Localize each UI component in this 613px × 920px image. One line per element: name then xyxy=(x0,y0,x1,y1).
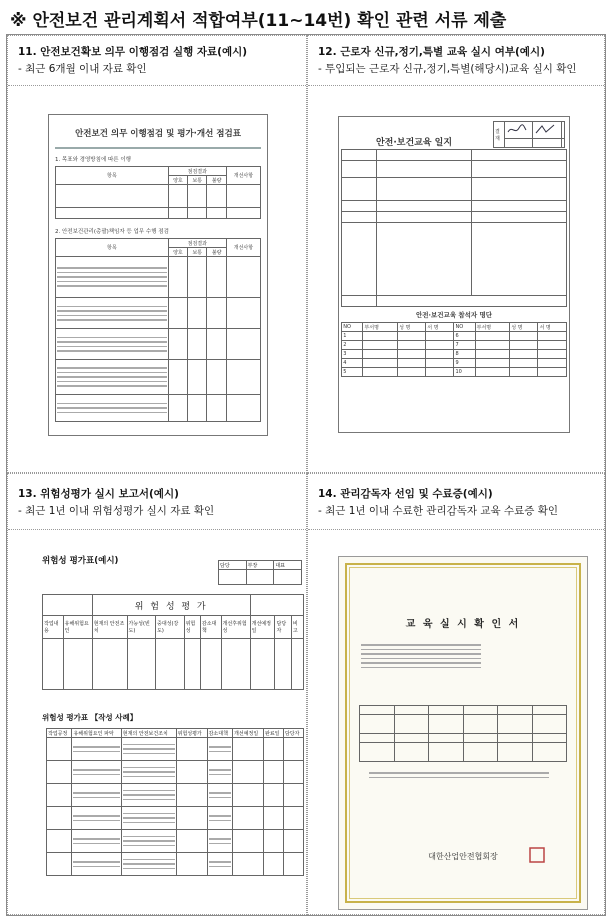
page-title: ※ 안전보건 관리계획서 적합여부(11~14번) 확인 관련 서류 제출 xyxy=(10,11,507,31)
item-12-header xyxy=(308,36,604,86)
item-12-cell xyxy=(307,35,605,473)
item-14-heading: 14. 관리감독자 선임 및 수료증(예시) xyxy=(318,488,493,500)
risk-example-title: 위험성 평가표 【작성 사례】 xyxy=(42,713,138,722)
certificate-issuer: 대한산업안전협회장 xyxy=(428,852,498,861)
item-13-heading: 13. 위험성평가 실시 보고서(예시) xyxy=(18,488,179,500)
risk-example-table: 작업공정 유해위험요인 파악 현재의 안전보건조치 위험성평가 감소대책 개선예정일 완료일 담당자 xyxy=(46,728,304,876)
certificate-title: 교 육 실 시 확 인 서 xyxy=(405,619,521,630)
item-11-cell xyxy=(7,35,307,473)
item-11-header xyxy=(8,36,306,86)
education-info-table xyxy=(341,149,566,307)
item-11-heading: 11. 안전보건확보 의무 이행점검 실행 자료(예시) xyxy=(18,46,248,58)
certificate-table xyxy=(359,705,567,762)
checklist-title: 안전보건 의무 이행점검 및 평가·개선 점검표 xyxy=(75,129,241,139)
document-grid xyxy=(6,34,606,916)
risk-sign-box: 담당 부장 대표 xyxy=(218,560,302,585)
roster-table: NO 부서명 성 명 서 명 NO 부서명 성 명 서 명 1 6 2 7 3 8 4 9 5 10 xyxy=(341,322,566,377)
item-13-header xyxy=(8,474,306,530)
checklist-section-2: 2. 안전보건관리(총괄)책임자 등 업무 수행 점검 xyxy=(55,229,169,235)
risk-form-title: 위험성 평가표(예시) xyxy=(42,556,119,566)
seal-icon xyxy=(529,847,545,863)
item-14-note: - 최근 1년 이내 수료한 관리감독자 교육 수료증 확인 xyxy=(318,505,559,517)
certificate-document xyxy=(338,556,588,910)
checklist-table-1: 항목 점검결과 개선사항 양호 보통 불량 xyxy=(55,166,261,219)
approval-box: 결재 xyxy=(493,121,565,148)
item-13-note: - 최근 1년 이내 위험성평가 실시 자료 확인 xyxy=(18,505,215,517)
checklist-document xyxy=(48,114,268,436)
checklist-table-2: 항목 점검결과 개선사항 양호 보통 불량 xyxy=(55,238,261,422)
item-13-cell xyxy=(7,473,307,915)
education-log-document xyxy=(338,116,570,433)
checklist-section-1: 1. 목표와 경영방침에 따른 이행 xyxy=(55,157,131,163)
roster-title: 안전·보건교육 참석자 명단 xyxy=(415,311,493,319)
item-12-note: - 투입되는 근로자 신규,정기,특별(해당시)교육 실시 확인 xyxy=(318,63,577,75)
signature-icon xyxy=(506,123,528,135)
risk-form-table: 위 험 성 평 가 작업내용 유해위험요인 현재의 안전조치 가능성(빈도) 중대성(강도) 위험성 감소대책 개선후위험성 개선예정일 담당자 비고 xyxy=(42,594,304,690)
signature-icon xyxy=(534,123,556,135)
item-14-cell xyxy=(307,473,605,915)
item-14-header xyxy=(308,474,604,530)
risk-assessment-document xyxy=(42,554,304,909)
item-11-note: - 최근 6개월 이내 자료 확인 xyxy=(18,63,147,75)
education-log-title: 안전·보건교육 일지 xyxy=(375,138,453,148)
item-12-heading: 12. 근로자 신규,정기,특별 교육 실시 여부(예시) xyxy=(318,46,545,58)
